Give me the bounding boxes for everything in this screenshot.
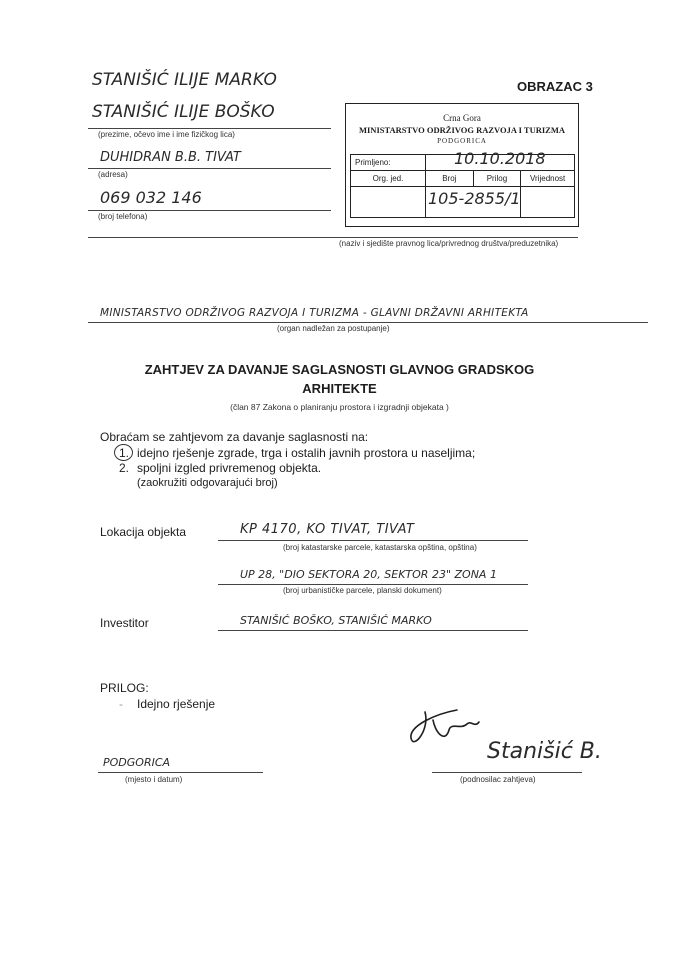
name-caption: (prezime, očevo ime i ime fizičkog lica) xyxy=(98,130,235,139)
stamp-col-att: Prilog xyxy=(473,171,521,187)
applicant-name-2: STANIŠIĆ ILIJE BOŠKO xyxy=(92,102,275,122)
stamp-col-num: Broj xyxy=(426,171,474,187)
stamp-country: Crna Gora xyxy=(443,113,481,123)
authority-value: MINISTARSTVO ODRŽIVOG RAZVOJA I TURIZMA - GLAVNI DRŽAVNI ARHITEKTA xyxy=(100,307,529,319)
location-value-2: UP 28, "DIO SEKTORA 20, SEKTOR 23" ZONA 1 xyxy=(240,568,497,581)
location-label: Lokacija objekta xyxy=(100,525,187,539)
stamp-ministry: MINISTARSTVO ODRŽIVOG RAZVOJA I TURIZMA xyxy=(358,125,566,135)
place-caption: (mjesto i datum) xyxy=(125,775,183,784)
location-underline-2 xyxy=(218,584,528,585)
option1-number: 1. xyxy=(119,446,130,460)
stamp-received-value: 10.10.2018 xyxy=(454,149,546,168)
option1-text: idejno rješenje zgrade, trga i ostalih javnih prostora u naseljima; xyxy=(137,446,476,460)
form-subtitle: (član 87 Zakona o planiranju prostora i izgradnji objekata ) xyxy=(230,402,449,412)
stamp-value-cell xyxy=(521,187,575,218)
stamp-col-val: Vrijednost xyxy=(521,171,575,187)
location-value-1: KP 4170, KO TIVAT, TIVAT xyxy=(240,522,415,537)
investor-value: STANIŠIĆ BOŠKO, STANIŠIĆ MARKO xyxy=(240,614,432,627)
signature-name: Stanišić B. xyxy=(487,739,602,764)
legal-caption: (naziv i sjedište pravnog lica/privrednog društva/preduzetnika) xyxy=(339,239,559,248)
location-caption-2: (broj urbanističke parcele, planski dokument) xyxy=(283,586,442,595)
stamp-number-cell xyxy=(426,187,521,218)
place-underline xyxy=(98,772,263,773)
registry-stamp xyxy=(345,103,579,227)
attachments-label: PRILOG: xyxy=(100,681,149,695)
option-note: (zaokružiti odgovarajući broj) xyxy=(137,477,278,489)
investor-label: Investitor xyxy=(100,616,149,630)
applicant-address: DUHIDRAN B.B. TIVAT xyxy=(100,150,241,165)
body-intro: Obraćam se zahtjevom za davanje saglasnosti na: xyxy=(100,430,369,444)
signer-caption: (podnosilac zahtjeva) xyxy=(460,775,536,784)
investor-underline xyxy=(218,630,528,631)
stamp-org-value xyxy=(351,187,426,218)
location-caption-1: (broj katastarske parcele, katastarska opština, opština) xyxy=(283,543,477,552)
attachment-bullet: - xyxy=(119,697,123,711)
form-number: OBRAZAC 3 xyxy=(517,79,593,94)
option2-text: spoljni izgled privremenog objekta. xyxy=(137,461,322,475)
authority-underline xyxy=(88,322,648,323)
footer-place: PODGORICA xyxy=(103,756,171,769)
phone-underline xyxy=(88,210,331,211)
name-underline xyxy=(88,128,331,129)
form-title-line1: ZAHTJEV ZA DAVANJE SAGLASNOSTI GLAVNOG GRADSKOG xyxy=(144,362,535,377)
stamp-city: PODGORICA xyxy=(437,137,487,145)
authority-caption: (organ nadležan za postupanje) xyxy=(277,324,390,333)
form-title-line2: ARHITEKTE xyxy=(302,381,377,396)
location-underline-1 xyxy=(218,540,528,541)
stamp-received-label: Primljeno: xyxy=(351,155,426,171)
signer-underline xyxy=(432,772,582,773)
attachment-item-1: Idejno rješenje xyxy=(137,697,216,711)
option2-number: 2. xyxy=(119,461,130,475)
applicant-name-1: STANIŠIĆ ILIJE MARKO xyxy=(92,70,277,90)
stamp-reg-number: 105-2855/1 xyxy=(428,189,521,208)
address-underline xyxy=(88,168,331,169)
phone-caption: (broj telefona) xyxy=(98,212,148,221)
stamp-received-cell xyxy=(426,149,575,171)
stamp-col-org: Org. jed. xyxy=(351,171,426,187)
stamp-table xyxy=(350,149,575,218)
address-caption: (adresa) xyxy=(98,170,128,179)
legal-underline xyxy=(88,237,578,238)
applicant-phone: 069 032 146 xyxy=(100,188,202,207)
